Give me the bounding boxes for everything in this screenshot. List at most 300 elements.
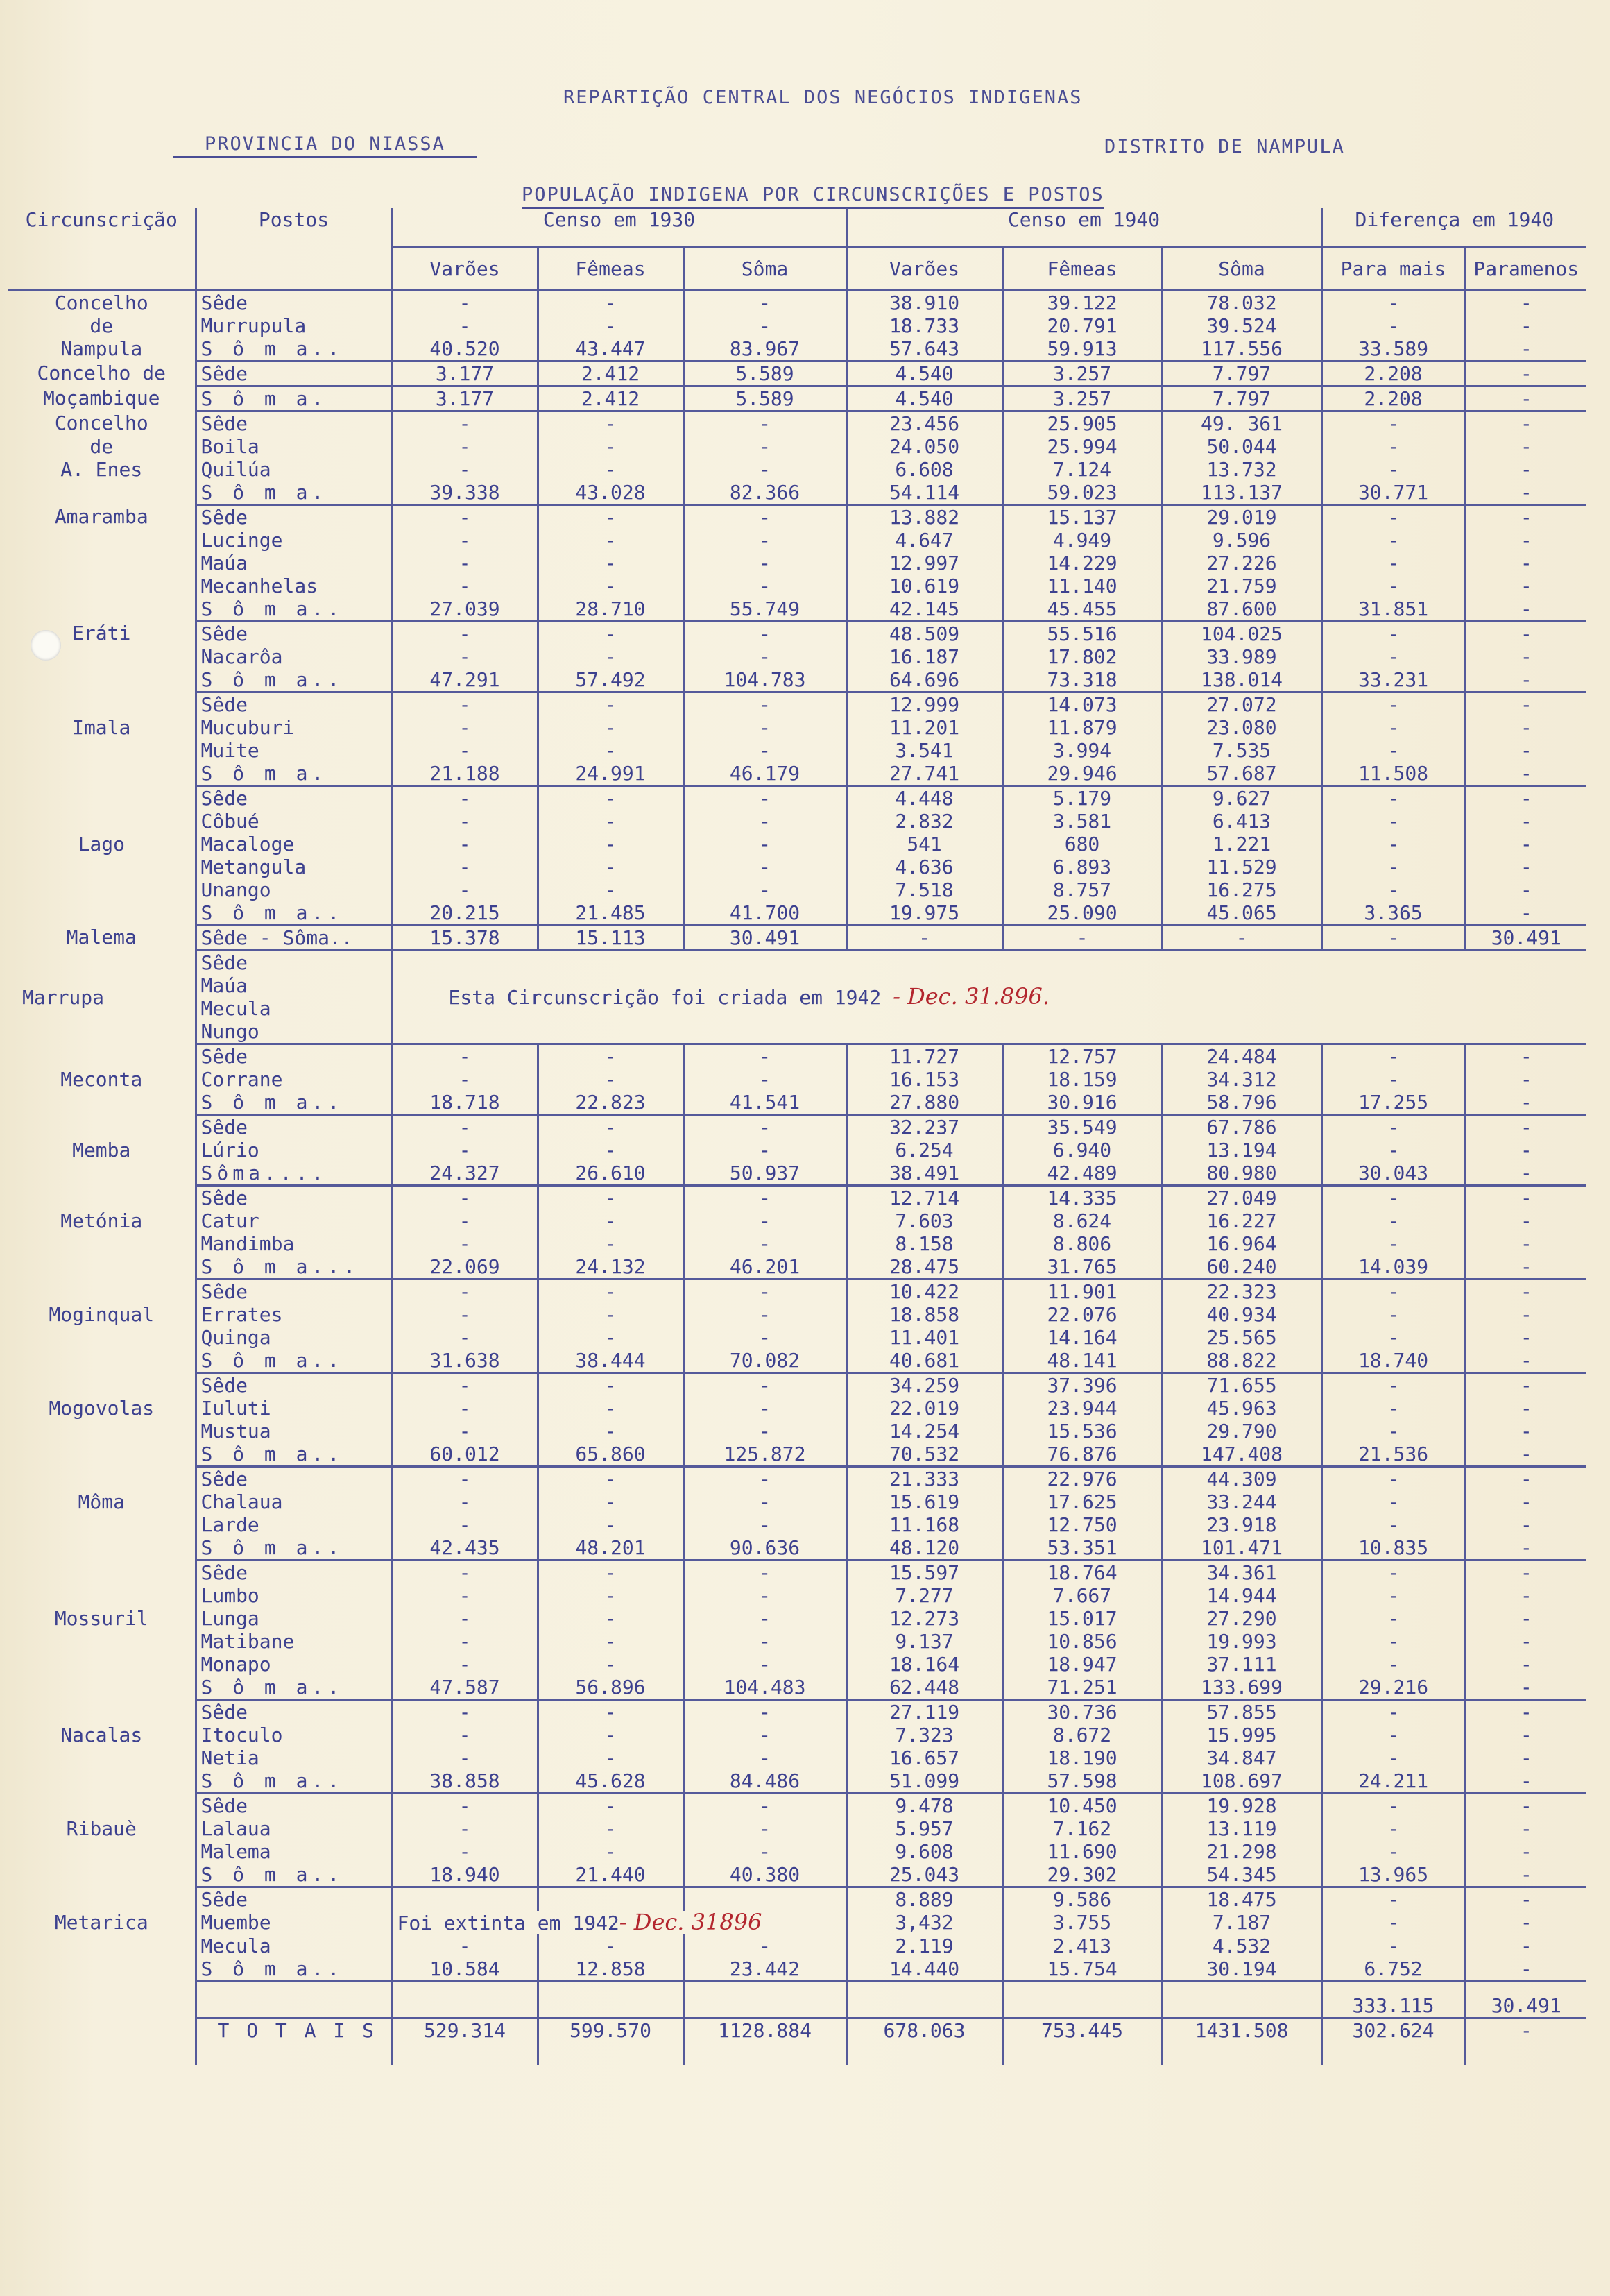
femeas-1940-cell: 9.586 xyxy=(1002,1887,1162,1912)
soma-1940-cell: 7.535 xyxy=(1162,739,1321,762)
circunscricao-cell xyxy=(8,552,196,575)
col-femeas-1940: Fêmeas xyxy=(1002,247,1162,291)
para-mais-cell: - xyxy=(1321,1326,1465,1349)
para-mais-cell: 30.043 xyxy=(1321,1162,1465,1186)
varoes-1940-cell: 3.541 xyxy=(846,739,1002,762)
posto-cell: Boila xyxy=(196,435,392,458)
para-mais-cell: - xyxy=(1321,926,1465,951)
posto-cell: Sôma.... xyxy=(196,1162,392,1186)
femeas-1930-cell: - xyxy=(538,716,683,739)
table-row xyxy=(8,878,1586,901)
circunscricao-cell: Concelho de xyxy=(37,361,166,384)
varoes-1940-cell: 6.608 xyxy=(846,458,1002,481)
circunscricao-cell xyxy=(8,1746,196,1769)
varoes-1930-cell: - xyxy=(392,1326,538,1349)
posto-cell: Nacarôa xyxy=(196,645,392,668)
femeas-1930-cell: 57.492 xyxy=(538,668,683,692)
para-mais-cell: - xyxy=(1321,1911,1465,1934)
para-menos-cell: - xyxy=(1465,1653,1586,1676)
femeas-1930-cell: - xyxy=(538,739,683,762)
femeas-1940-cell: 14.229 xyxy=(1002,552,1162,575)
para-mais-cell: - xyxy=(1321,435,1465,458)
circunscricao-cell xyxy=(8,1115,196,1139)
para-menos-cell: - xyxy=(1465,1467,1586,1491)
soma-1940-cell: 37.111 xyxy=(1162,1653,1321,1676)
para-mais-cell: - xyxy=(1321,1209,1465,1232)
para-mais-cell: - xyxy=(1321,1303,1465,1326)
para-mais-cell: - xyxy=(1321,1397,1465,1420)
varoes-1930-cell: 24.327 xyxy=(392,1162,538,1186)
femeas-1940-cell: 29.302 xyxy=(1002,1863,1162,1887)
para-menos-cell: - xyxy=(1465,716,1586,739)
soma-1930-cell: - xyxy=(683,1467,846,1491)
femeas-1940-cell: 7.162 xyxy=(1002,1817,1162,1840)
soma-1940-cell: 49. 361 xyxy=(1162,411,1321,436)
femeas-1940-cell: 11.140 xyxy=(1002,575,1162,597)
para-menos-cell: - xyxy=(1465,1232,1586,1255)
femeas-1940-cell: 15.754 xyxy=(1002,1957,1162,1982)
para-mais-cell: - xyxy=(1321,1887,1465,1912)
table-row xyxy=(8,529,1586,552)
circunscricao-cell xyxy=(8,575,196,597)
varoes-1930-cell: - xyxy=(392,1584,538,1607)
col-femeas-1930: Fêmeas xyxy=(538,247,683,291)
circ-marrupa: Marrupa xyxy=(22,985,105,1009)
circunscricao-cell xyxy=(8,1676,196,1700)
varoes-1930-cell: - xyxy=(392,505,538,529)
varoes-1930-cell: - xyxy=(392,1420,538,1443)
varoes-1930-cell: - xyxy=(392,1513,538,1536)
soma-1930-cell: 5.589 xyxy=(683,386,846,411)
posto-cell: Matibane xyxy=(196,1630,392,1653)
varoes-1930-cell: - xyxy=(392,1490,538,1513)
soma-1940-cell: 16.227 xyxy=(1162,1209,1321,1232)
varoes-1940-cell: 2.832 xyxy=(846,810,1002,833)
posto-cell: Quinga xyxy=(196,1326,392,1349)
femeas-1940-cell: 12.750 xyxy=(1002,1513,1162,1536)
para-mais-cell: - xyxy=(1321,1467,1465,1491)
soma-1930-cell: - xyxy=(683,645,846,668)
marrupa-created-text: Esta Circunscrição foi criada em 1942 xyxy=(448,986,882,1009)
soma-1930-cell: - xyxy=(683,1209,846,1232)
circunscricao-cell xyxy=(8,1934,196,1957)
soma-1940-cell: 9.596 xyxy=(1162,529,1321,552)
soma-1930-cell: - xyxy=(683,1326,846,1349)
femeas-1940-cell: 23.944 xyxy=(1002,1397,1162,1420)
varoes-1940-cell: 4.448 xyxy=(846,786,1002,810)
varoes-1940-cell: 21.333 xyxy=(846,1467,1002,1491)
para-menos-cell: - xyxy=(1465,1863,1586,1887)
soma-1940-cell: 40.934 xyxy=(1162,1303,1321,1326)
table-row xyxy=(8,337,1586,362)
para-menos-cell: - xyxy=(1465,1584,1586,1607)
posto-cell: S ô m a.. xyxy=(196,668,392,692)
table-row xyxy=(8,1561,1586,1585)
soma-1930-cell: - xyxy=(683,622,846,646)
varoes-1940-cell: 11.168 xyxy=(846,1513,1002,1536)
soma-1930-cell: - xyxy=(683,786,846,810)
varoes-1940-cell: 8.158 xyxy=(846,1232,1002,1255)
varoes-1930-cell: 47.291 xyxy=(392,668,538,692)
col-difference-1940: Diferença em 1940 xyxy=(1321,208,1586,247)
femeas-1930-cell: 2.412 xyxy=(538,362,683,386)
femeas-1940-cell: 12.757 xyxy=(1002,1044,1162,1069)
table-row xyxy=(8,1349,1586,1373)
para-menos-cell: - xyxy=(1465,1513,1586,1536)
femeas-1930-cell: - xyxy=(538,1490,683,1513)
varoes-1930-cell: - xyxy=(392,1561,538,1585)
soma-1940-cell: 23.918 xyxy=(1162,1513,1321,1536)
femeas-1930-cell: - xyxy=(538,692,683,717)
table-row xyxy=(8,1840,1586,1863)
posto-cell: Sêde xyxy=(196,622,392,646)
varoes-1930-cell: - xyxy=(392,645,538,668)
varoes-1940-cell: 11.201 xyxy=(846,716,1002,739)
femeas-1940-cell: 53.351 xyxy=(1002,1536,1162,1561)
table-row xyxy=(8,597,1586,622)
para-mais-cell: - xyxy=(1321,856,1465,878)
para-mais-cell: 33.231 xyxy=(1321,668,1465,692)
femeas-1930-cell: 26.610 xyxy=(538,1162,683,1186)
varoes-1940-cell: 7.518 xyxy=(846,878,1002,901)
posto-cell: Sêde - Sôma.. xyxy=(196,926,392,951)
posto-cell: Sêde xyxy=(196,505,392,529)
table-row xyxy=(8,362,1586,386)
col-para-mais: Para mais xyxy=(1321,247,1465,291)
spacer-cell xyxy=(1002,1982,1162,2018)
para-menos-cell: - xyxy=(1465,622,1586,646)
varoes-1930-cell: 3.177 xyxy=(392,362,538,386)
varoes-1940-cell: 70.532 xyxy=(846,1443,1002,1467)
circunscricao-cell xyxy=(8,1536,196,1561)
table-row xyxy=(8,1091,1586,1115)
total-para-mais-bottom: 302.624 xyxy=(1321,2018,1465,2066)
posto-cell: Sêde xyxy=(196,786,392,810)
soma-1940-cell: 71.655 xyxy=(1162,1373,1321,1397)
soma-1940-cell: 58.796 xyxy=(1162,1091,1321,1115)
total-femeas-1940: 753.445 xyxy=(1002,2018,1162,2066)
femeas-1940-cell: 10.450 xyxy=(1002,1794,1162,1818)
para-mais-cell: - xyxy=(1321,1561,1465,1585)
circunscricao-cell: Malema xyxy=(66,925,137,949)
circunscricao-cell xyxy=(8,1186,196,1210)
posto-cell: Mecula xyxy=(196,1934,392,1957)
femeas-1930-cell: 21.440 xyxy=(538,1863,683,1887)
para-mais-cell: - xyxy=(1321,1607,1465,1630)
varoes-1940-cell: 12.714 xyxy=(846,1186,1002,1210)
para-menos-cell: - xyxy=(1465,1630,1586,1653)
varoes-1930-cell: - xyxy=(392,1044,538,1069)
varoes-1940-cell: 38.491 xyxy=(846,1162,1002,1186)
femeas-1940-cell: 3.994 xyxy=(1002,739,1162,762)
table-row xyxy=(8,1044,1586,1069)
district-title: DISTRITO DE NAMPULA xyxy=(1104,136,1345,158)
circunscricao-cell: Eráti xyxy=(72,621,131,645)
col-soma-1940: Sôma xyxy=(1162,247,1321,291)
para-menos-cell: - xyxy=(1465,645,1586,668)
extinct-text: Foi extinta em 1942 xyxy=(397,1912,619,1934)
soma-1930-cell: - xyxy=(683,1584,846,1607)
table-row xyxy=(8,505,1586,529)
soma-1940-cell: 57.855 xyxy=(1162,1700,1321,1724)
table-row xyxy=(8,645,1586,668)
femeas-1940-cell: 39.122 xyxy=(1002,291,1162,315)
para-mais-cell: - xyxy=(1321,1420,1465,1443)
varoes-1940-cell: 4.540 xyxy=(846,362,1002,386)
posto-cell: S ô m a.. xyxy=(196,1769,392,1794)
para-mais-cell: - xyxy=(1321,716,1465,739)
varoes-1930-cell: - xyxy=(392,716,538,739)
femeas-1930-cell: - xyxy=(538,1209,683,1232)
circunscricao-cell: Ribauè xyxy=(66,1817,137,1840)
soma-1930-cell: - xyxy=(683,505,846,529)
femeas-1930-cell: - xyxy=(538,622,683,646)
soma-1940-cell: 27.290 xyxy=(1162,1607,1321,1630)
femeas-1930-cell: - xyxy=(538,1584,683,1607)
varoes-1930-cell: - xyxy=(392,1724,538,1746)
femeas-1930-cell: - xyxy=(538,1420,683,1443)
varoes-1940-cell: 57.643 xyxy=(846,337,1002,362)
table-row xyxy=(8,1373,1586,1397)
posto-cell: Nungo xyxy=(196,1020,392,1044)
soma-1940-cell: 133.699 xyxy=(1162,1676,1321,1700)
para-mais-cell: - xyxy=(1321,505,1465,529)
femeas-1940-cell: 7.124 xyxy=(1002,458,1162,481)
varoes-1930-cell: - xyxy=(392,1630,538,1653)
femeas-1940-cell: 57.598 xyxy=(1002,1769,1162,1794)
para-menos-cell: - xyxy=(1465,458,1586,481)
soma-1930-cell: - xyxy=(683,1817,846,1840)
posto-cell: Sêde xyxy=(196,362,392,386)
posto-cell: S ô m a... xyxy=(196,1255,392,1279)
para-mais-cell: 13.965 xyxy=(1321,1863,1465,1887)
table-row xyxy=(8,1536,1586,1561)
femeas-1940-cell: 55.516 xyxy=(1002,622,1162,646)
para-mais-cell: 2.208 xyxy=(1321,386,1465,411)
para-menos-cell: - xyxy=(1465,1957,1586,1982)
posto-cell: Sêde xyxy=(196,411,392,436)
soma-1930-cell: 125.872 xyxy=(683,1443,846,1467)
total-soma-1940: 1431.508 xyxy=(1162,2018,1321,2066)
varoes-1940-cell: 6.254 xyxy=(846,1139,1002,1162)
posto-cell: S ô m a.. xyxy=(196,1536,392,1561)
femeas-1940-cell: 73.318 xyxy=(1002,668,1162,692)
varoes-1940-cell: 11.727 xyxy=(846,1044,1002,1069)
circunscricao-cell: Môma xyxy=(78,1490,125,1513)
soma-1930-cell: - xyxy=(683,1373,846,1397)
table-row xyxy=(8,1513,1586,1536)
femeas-1930-cell: - xyxy=(538,810,683,833)
circunscricao-cell xyxy=(8,878,196,901)
document-title: POPULAÇÃO INDIGENA POR CIRCUNSCRIÇÕES E POSTOS xyxy=(522,184,1104,209)
posto-cell: Mandimba xyxy=(196,1232,392,1255)
para-menos-cell: - xyxy=(1465,314,1586,337)
posto-cell: Sêde xyxy=(196,1044,392,1069)
femeas-1930-cell: 43.028 xyxy=(538,481,683,505)
table-row xyxy=(8,1279,1586,1304)
soma-1930-cell: - xyxy=(683,411,846,436)
femeas-1940-cell: 18.159 xyxy=(1002,1068,1162,1091)
circunscricao-cell xyxy=(8,856,196,878)
para-mais-cell: 2.208 xyxy=(1321,362,1465,386)
para-mais-cell: - xyxy=(1321,411,1465,436)
varoes-1930-cell: - xyxy=(392,529,538,552)
femeas-1940-cell: 6.893 xyxy=(1002,856,1162,878)
circunscricao-cell xyxy=(8,1957,196,1982)
posto-cell: Mustua xyxy=(196,1420,392,1443)
varoes-1940-cell: 62.448 xyxy=(846,1676,1002,1700)
femeas-1940-cell: 42.489 xyxy=(1002,1162,1162,1186)
soma-1930-cell: 84.486 xyxy=(683,1769,846,1794)
circunscricao-cell: Mossuril xyxy=(54,1607,148,1630)
para-menos-cell: - xyxy=(1465,1397,1586,1420)
circunscricao-cell xyxy=(8,1584,196,1607)
soma-1930-cell: - xyxy=(683,1115,846,1139)
spacer-cell xyxy=(196,1982,392,2018)
para-mais-cell: - xyxy=(1321,1490,1465,1513)
para-menos-cell: - xyxy=(1465,1887,1586,1912)
para-mais-cell: - xyxy=(1321,692,1465,717)
para-mais-cell: - xyxy=(1321,1700,1465,1724)
femeas-1940-cell: 22.076 xyxy=(1002,1303,1162,1326)
para-menos-cell: - xyxy=(1465,833,1586,856)
soma-1930-cell: - xyxy=(683,1840,846,1863)
table-row xyxy=(8,1746,1586,1769)
para-menos-cell: - xyxy=(1465,481,1586,505)
varoes-1940-cell: 28.475 xyxy=(846,1255,1002,1279)
table-row xyxy=(8,1209,1586,1232)
varoes-1930-cell xyxy=(392,1887,538,1912)
soma-1940-cell: 27.049 xyxy=(1162,1186,1321,1210)
col-para-menos: Paramenos xyxy=(1465,247,1586,291)
femeas-1930-cell: 15.113 xyxy=(538,926,683,951)
varoes-1930-cell: - xyxy=(392,458,538,481)
femeas-1930-cell: - xyxy=(538,1840,683,1863)
varoes-1930-cell: - xyxy=(392,1817,538,1840)
soma-1930-cell: - xyxy=(683,1561,846,1585)
soma-1930-cell: - xyxy=(683,1139,846,1162)
varoes-1940-cell: 541 xyxy=(846,833,1002,856)
varoes-1940-cell: 9.137 xyxy=(846,1630,1002,1653)
para-mais-cell: - xyxy=(1321,645,1465,668)
marrupa-block xyxy=(8,951,1586,1044)
soma-1930-cell: - xyxy=(683,291,846,315)
posto-cell: Corrane xyxy=(196,1068,392,1091)
col-census-1930: Censo em 1930 xyxy=(392,208,846,247)
femeas-1940-cell: 3.257 xyxy=(1002,362,1162,386)
varoes-1940-cell: 38.910 xyxy=(846,291,1002,315)
soma-1940-cell: 24.484 xyxy=(1162,1044,1321,1069)
posto-cell: Sêde xyxy=(196,1373,392,1397)
femeas-1940-cell: 35.549 xyxy=(1002,1115,1162,1139)
posto-cell: Sêde xyxy=(196,692,392,717)
para-mais-cell: - xyxy=(1321,1794,1465,1818)
posto-cell: Sêde xyxy=(196,1186,392,1210)
varoes-1940-cell: 7.323 xyxy=(846,1724,1002,1746)
soma-1930-cell: - xyxy=(683,1746,846,1769)
table-body-upper xyxy=(8,291,1586,951)
posto-cell: S ô m a.. xyxy=(196,1443,392,1467)
varoes-1930-cell: - xyxy=(392,1794,538,1818)
circunscricao-cell xyxy=(8,1561,196,1585)
soma-1940-cell: 13.194 xyxy=(1162,1139,1321,1162)
varoes-1940-cell: 11.401 xyxy=(846,1326,1002,1349)
table-row xyxy=(8,1817,1586,1840)
soma-1930-cell: - xyxy=(683,856,846,878)
para-mais-cell: 17.255 xyxy=(1321,1091,1465,1115)
soma-1930-cell: - xyxy=(683,1279,846,1304)
circunscricao-cell xyxy=(8,597,196,622)
para-menos-cell: - xyxy=(1465,1139,1586,1162)
femeas-1940-cell: 8.806 xyxy=(1002,1232,1162,1255)
circunscricao-cell xyxy=(8,692,196,717)
table-row xyxy=(8,1162,1586,1186)
varoes-1930-cell: - xyxy=(392,1186,538,1210)
para-mais-cell: - xyxy=(1321,1653,1465,1676)
soma-1940-cell: 117.556 xyxy=(1162,337,1321,362)
para-menos-cell: - xyxy=(1465,1115,1586,1139)
col-soma-1930: Sôma xyxy=(683,247,846,291)
circunscricao-cell xyxy=(8,1700,196,1724)
soma-1940-cell: 7.187 xyxy=(1162,1911,1321,1934)
femeas-1940-cell: 8.757 xyxy=(1002,878,1162,901)
soma-1940-cell: 138.014 xyxy=(1162,668,1321,692)
femeas-1930-cell: - xyxy=(538,505,683,529)
soma-1940-cell: 1.221 xyxy=(1162,833,1321,856)
soma-1940-cell: 29.019 xyxy=(1162,505,1321,529)
femeas-1930-cell: 24.991 xyxy=(538,762,683,786)
femeas-1930-cell: 45.628 xyxy=(538,1769,683,1794)
soma-1940-cell: 45.065 xyxy=(1162,901,1321,926)
para-menos-cell: - xyxy=(1465,362,1586,386)
spacer-cell xyxy=(1162,1982,1321,2018)
para-mais-cell: - xyxy=(1321,1513,1465,1536)
femeas-1930-cell: - xyxy=(538,1934,683,1957)
soma-1940-cell: 7.797 xyxy=(1162,362,1321,386)
para-menos-cell: - xyxy=(1465,291,1586,315)
posto-cell: Sêde xyxy=(196,1279,392,1304)
posto-cell: Larde xyxy=(196,1513,392,1536)
population-table xyxy=(8,208,1586,2065)
varoes-1930-cell: - xyxy=(392,1373,538,1397)
para-menos-cell: - xyxy=(1465,1817,1586,1840)
varoes-1930-cell: - xyxy=(392,1467,538,1491)
varoes-1930-cell: - xyxy=(392,622,538,646)
varoes-1940-cell: 48.120 xyxy=(846,1536,1002,1561)
table-row xyxy=(8,1490,1586,1513)
varoes-1940-cell: 34.259 xyxy=(846,1373,1002,1397)
soma-1930-cell: 40.380 xyxy=(683,1863,846,1887)
soma-1940-cell: 30.194 xyxy=(1162,1957,1321,1982)
para-mais-cell: - xyxy=(1321,1840,1465,1863)
table-row xyxy=(8,668,1586,692)
femeas-1930-cell: - xyxy=(538,1513,683,1536)
para-mais-cell: - xyxy=(1321,1934,1465,1957)
para-menos-cell: - xyxy=(1465,386,1586,411)
repartition-title: REPARTIÇÃO CENTRAL DOS NEGÓCIOS INDIGENAS xyxy=(563,87,1083,108)
femeas-1930-cell: 56.896 xyxy=(538,1676,683,1700)
varoes-1940-cell: 4.647 xyxy=(846,529,1002,552)
para-mais-cell: 24.211 xyxy=(1321,1769,1465,1794)
table-row xyxy=(8,810,1586,833)
varoes-1940-cell: 15.597 xyxy=(846,1561,1002,1585)
table-row xyxy=(8,692,1586,717)
para-mais-cell: - xyxy=(1321,1068,1465,1091)
varoes-1930-cell: 31.638 xyxy=(392,1349,538,1373)
femeas-1940-cell: 10.856 xyxy=(1002,1630,1162,1653)
para-menos-cell: - xyxy=(1465,1934,1586,1957)
para-menos-cell: - xyxy=(1465,1676,1586,1700)
